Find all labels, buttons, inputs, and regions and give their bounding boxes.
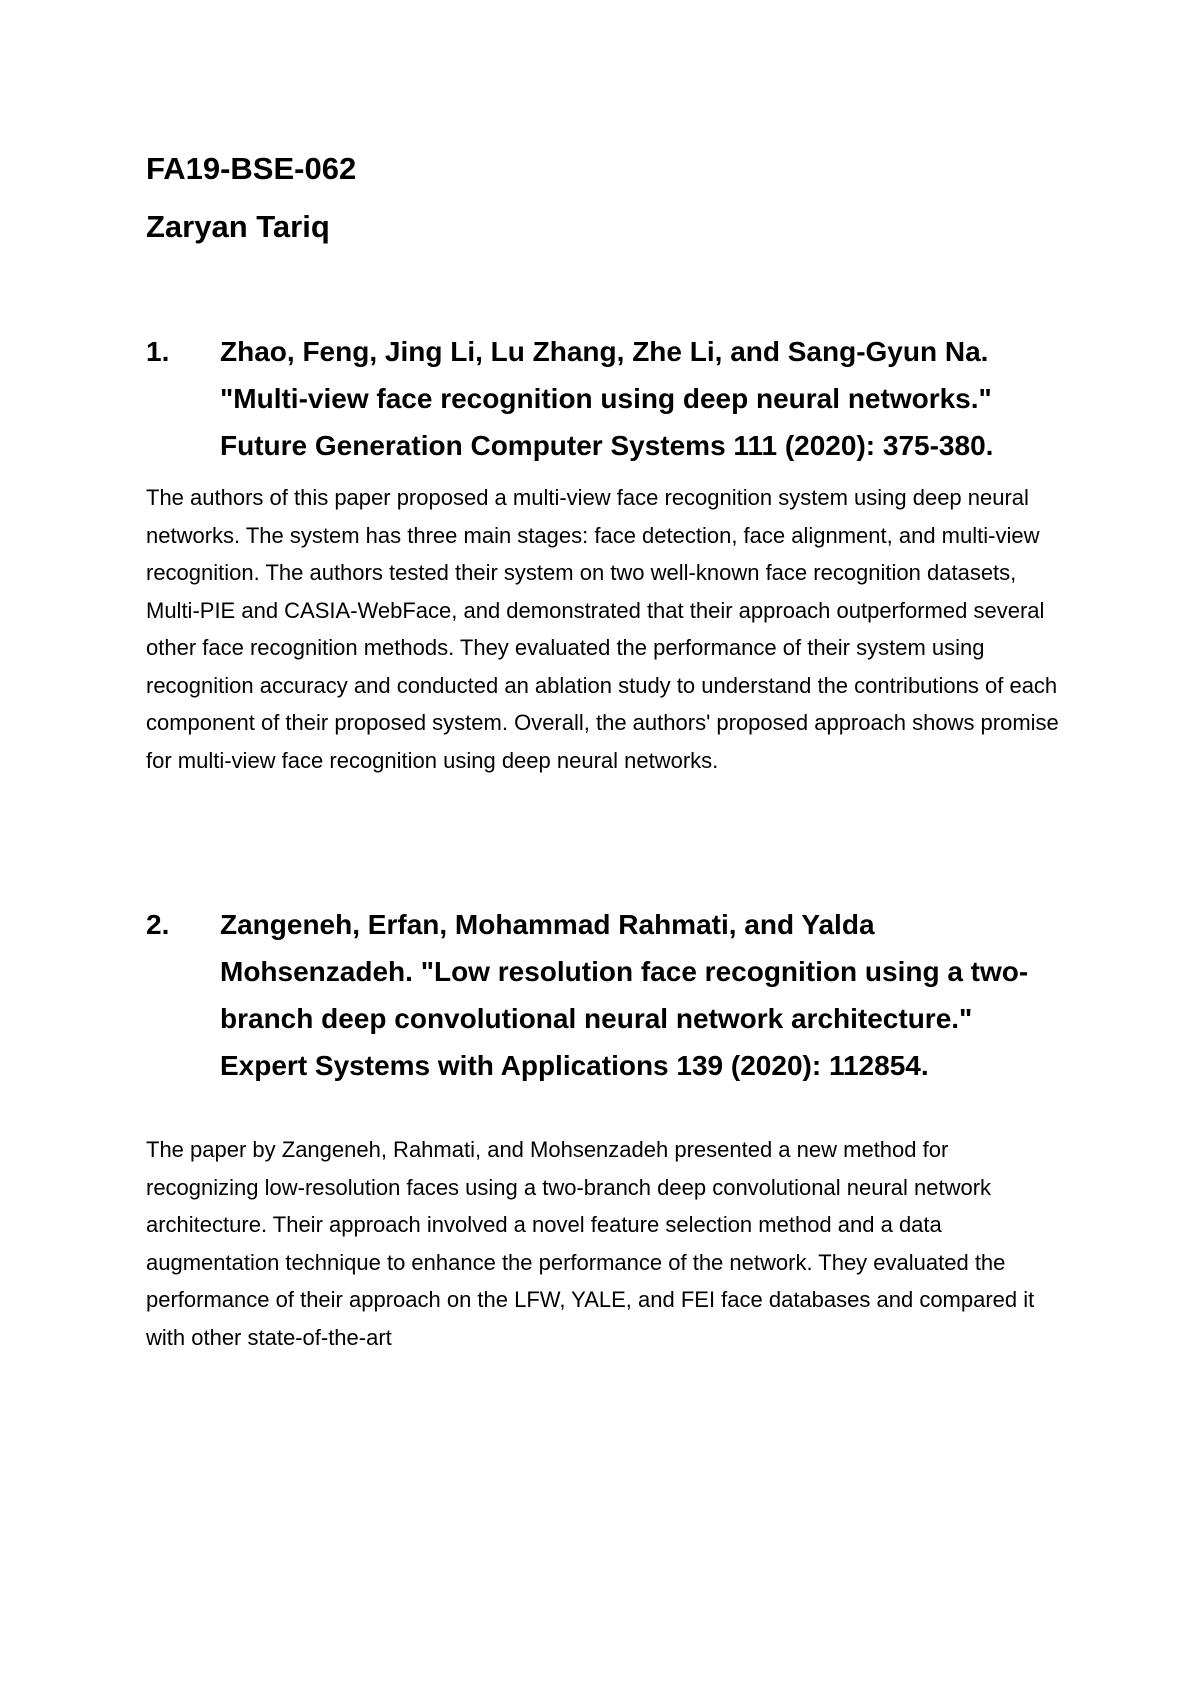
reference-2-text: Zangeneh, Erfan, Mohammad Rahmati, and Yalda Mohsenzadeh. "Low resolution face recognition using a two-branch deep convolutional neural network architecture." Expert Systems with Applications 139 (2020): 112854. [220,909,1029,1081]
reference-1-citation [146,328,1066,469]
student-id: FA19-BSE-062 [146,151,357,186]
reference-1-summary: The authors of this paper proposed a multi-view face recognition system using deep neural networks. The system has three main stages: face detection, face alignment, and multi-view recognition. The authors tested their system on two well-known face recognition datasets, Multi-PIE and CASIA-WebFace, and demonstrated that their approach outperformed several other face recognition methods. They evaluated the performance of their system using recognition accuracy and conducted an ablation study to understand the contributions of each component of their proposed system. Overall, the authors' proposed approach shows promise for multi-view face recognition using deep neural networks. [146,485,1059,773]
reference-2-number: 2. [146,909,170,940]
reference-2-summary: The paper by Zangeneh, Rahmati, and Mohsenzadeh presented a new method for recognizing low-resolution faces using a two-branch deep convolutional neural network architecture. Their approach involved a novel feature selection method and a data augmentation technique to enhance the performance of the network. They evaluated the performance of their approach on the LFW, YALE, and FEI face databases and compared it with other state-of-the-art [146,1137,1035,1350]
reference-1-number: 1. [146,336,170,367]
document-content [146,150,1066,1356]
reference-2-citation [146,901,1066,1089]
reference-1-text: Zhao, Feng, Jing Li, Lu Zhang, Zhe Li, and Sang-Gyun Na. "Multi-view face recognition using deep neural networks." Future Generation Computer Systems 111 (2020): 375-380. [220,336,994,461]
student-name: Zaryan Tariq [146,209,330,244]
